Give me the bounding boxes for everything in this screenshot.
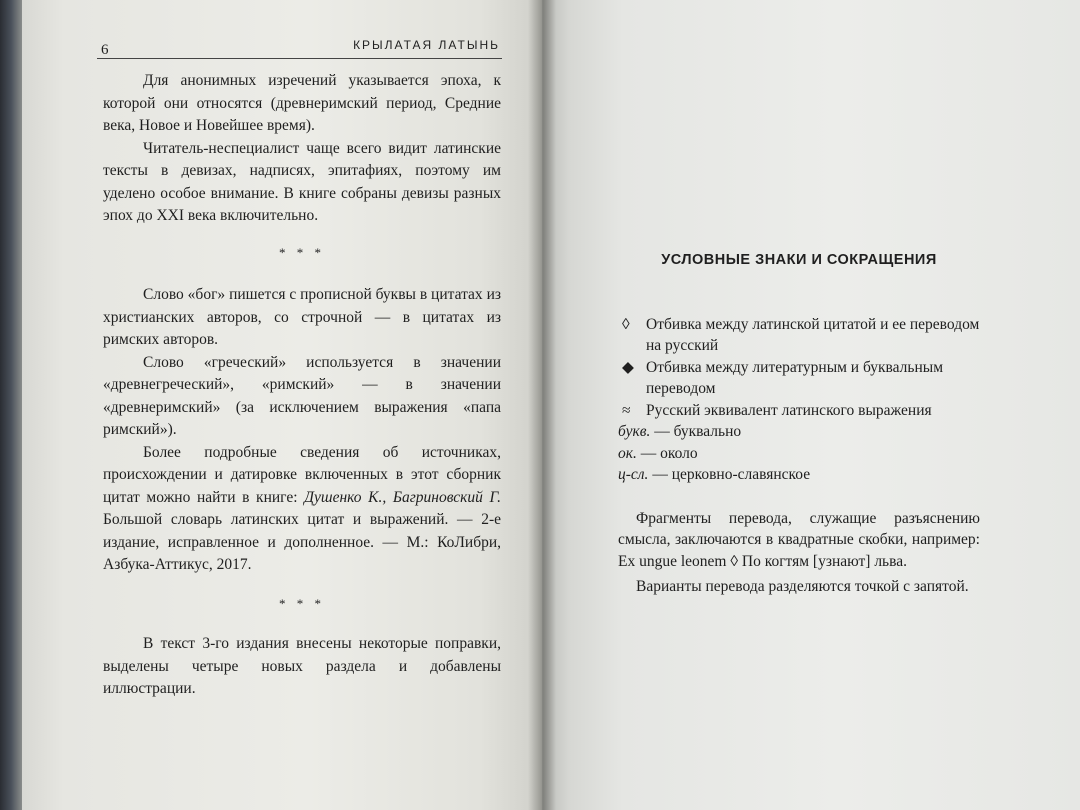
right-text-column [618,250,980,598]
legend-text: Отбивка между литературным и буквальным переводом [646,358,943,397]
sources-author: Душенко К., Багриновский Г. [304,488,501,506]
page-number: 6 [101,42,109,58]
abbreviation: ц-сл. [618,466,649,483]
legend-text: Русский эквивалент латинского выражения [646,401,932,419]
paragraph: Слово «бог» пишется с прописной буквы в цитатах из христианских авторов, со строчной — в цитатах из римских авторов. [103,286,501,348]
book-gutter [528,0,556,810]
abbreviation: букв. [618,423,651,440]
sources-title: Большой словарь латинских цитат и выражений. — 2-е издание, исправленное и дополненное. — М.: КоЛибри, Азбука-Аттикус, 2017. [103,511,501,573]
paragraph: Слово «греческий» используется в значении «древнегреческий», «римский» — в значении «древнеримский» (за исключением выражения «папа римский»). [103,353,501,438]
paragraph: Фрагменты перевода, служащие разъяснению смысла, заключаются в квадратные скобки, например: Ex ungue leonem ◊ По когтям [узнают] льва. [618,509,980,570]
legend-item [618,400,980,422]
section-title: УСЛОВНЫЕ ЗНАКИ И СОКРАЩЕНИЯ [661,252,937,268]
abbreviation-meaning: — около [636,444,698,462]
paragraph: Читатель-неспециалист чаще всего видит латинские тексты в девизах, надписях, эпитафиях, поэтому им уделено особое внимание. В книге собраны девизы разных эпох до XXI века включительно. [103,139,501,224]
approx-equal-icon: ≈ [622,401,631,419]
paragraph: Варианты перевода разделяются точкой с запятой. [636,578,969,595]
legend-item [618,314,980,357]
left-text-column [103,70,501,701]
paragraph: Для анонимных изречений указывается эпоха, к которой они относятся (древнеримский период, Средние века, Новое и Новейшее время). [103,72,501,134]
symbols-legend [618,314,980,486]
paragraph-sources [103,442,501,577]
legend-item [618,357,980,400]
running-title: КРЫЛАТАЯ ЛАТЫНЬ [353,38,500,52]
page-header [97,32,502,59]
abbreviation-item [618,443,980,465]
abbreviation-item [618,464,980,486]
lozenge-outline-icon: ◊ [622,315,630,333]
section-separator: * * * [279,244,325,260]
sources-text: Более подробные сведения об источниках, происхождении и датировке включенных в этот сборник цитат можно найти в книге: [103,443,501,506]
background-edge [0,0,22,810]
abbreviation-meaning: — буквально [650,423,742,440]
paragraph: В текст 3-го издания внесены некоторые поправки, выделены четыре новых раздела и добавлены иллюстрации. [103,635,501,697]
abbreviation-item [618,421,980,443]
lozenge-filled-icon: ◆ [622,358,634,376]
legend-text: Отбивка между латинской цитатой и ее переводом на русский [646,315,980,354]
abbreviation: ок. [618,444,637,462]
section-separator: * * * [279,595,325,611]
abbreviation-meaning: — церковно-славянское [648,466,811,483]
